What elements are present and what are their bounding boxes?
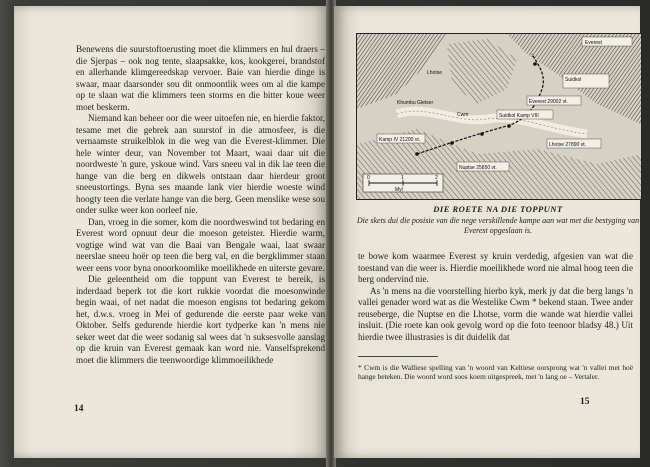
paragraph: Benewens die suurstoftoerusting moet die klimmers en hul draers – die Sjerpas – ook nog tente, slaapsakke, kos, kookgerei, brandstof en allerhande klimgereedskap vervoer. Baie van hierdie dinge is swaar, maar daarsonder sou dit onmoontlik wees om al die kampe op te slaan wat die klimmers teen storms en die bitter koue weer moet beskerm.: [76, 44, 325, 112]
route-map: [356, 33, 642, 200]
right-page: [334, 6, 640, 458]
map-label: Kamp IV 21200 vt.: [379, 137, 421, 143]
paragraph: Dan, vroeg in die somer, kom die noordweswind tot bedaring en Everest word opnuut deur die moeson geteister. Hierdie warm, vogtige wind wat van die Baai van Bengale waai, laat swaar neerslae sneeu hoër op teen die berg val, en die bergklimmer staan weer eens voor byna onoorkoomlike moeilikhede en uiterste gevare.: [76, 216, 325, 273]
left-page-text: [76, 44, 325, 366]
page-number: 15: [580, 397, 590, 407]
paragraph: Die geleentheid om die toppunt van Everest te bereik, is inderdaad beperk tot die kort rukkie voordat die moesonwinde begin waai, of net nadat die moeson engisns tot bedaring gekom het, d.w.s. vroeg in Mei of gedurende die eerste paar weke van Oktober. Selfs gedurende hierdie kort tydperke kan 'n mens nie seker weet dat die weer sodanig sal wees dat 'n suksesvolle aanslag op die kruin van Everest gemaak kan word nie. Vanselfsprekend moet die klimmers die teenwoordige klimmoeilikhede: [76, 274, 325, 365]
route-map-drawing: [357, 34, 641, 199]
map-scale-tick: 0: [367, 175, 370, 181]
map-label: Suidkol: [565, 77, 582, 83]
map-label: Nuptse 25850 vt.: [459, 165, 497, 171]
map-scale-label: Myl: [395, 187, 403, 193]
map-label: Lhotse: [427, 70, 443, 76]
map-label: Everest: [585, 40, 602, 46]
figure-caption: Die skets dui die posisie van die nege verskillende kampe aan wat met die bestyging van Everest opgeslaan is.: [356, 216, 640, 235]
paragraph: te bowe kom waarmee Everest sy kruin verdedig, afgesien van wat die toestand van die weer is. Hierdie moeilikhede word nie almal hoog teen die berg ondervind nie.: [358, 251, 633, 284]
left-page: [14, 6, 328, 458]
map-label: Cwm: [457, 112, 469, 118]
paragraph: Niemand kan beheer oor die weer uitoefen nie, en hierdie faktor, tesame met die gebrek aan suurstof in die atmosfeer, is die vernaamste struikelblok in die weg van die Everest-klimmer. Die hele winter deur, van November tot Maart, waai daar uit die noordweste 'n gure, yskoue wind. Vars sneeu val in dik lae teen die hange van die berg en dikwels ontstaan daar hierdeur groot sneeustortings. Byna ses maande lank vier hierdie woeste wind hoogty teen die verlate hange van die berg. Geen menslike wese sou onder sulke weer kon oorleef nie.: [76, 113, 325, 215]
right-page-text: [358, 251, 633, 343]
map-label: Everest 29002 vt.: [529, 99, 568, 105]
figure-title: DIE ROETE NA DIE TOPPUNT: [433, 204, 563, 214]
map-label: Lhotse 27890 vt.: [549, 142, 586, 148]
page-number: 14: [74, 404, 84, 414]
map-label: Suidkol Kamp VIII: [499, 113, 539, 119]
footnote-rule: [358, 356, 438, 357]
footnote: * Cwm is die Walliese spelling van 'n woord van Keltiese oorsprong wat 'n vallei met hoë hange beteken. Die woord word soos koem uitgespreek, met 'n lang oe – Vertaler.: [358, 363, 633, 382]
map-scale-tick: 2: [435, 175, 438, 181]
map-label: Khumbu Gletser: [397, 100, 434, 106]
map-scale-tick: 1: [401, 175, 404, 181]
paragraph: As 'n mens na die voorstelling hierbo kyk, merk jy dat die berg langs 'n vallei genader word wat as die Westelike Cwm * bekend staan. Twee ander reuseberge, die Nuptse en die Lhotse, vorm die wande wat hierdie vallei insluit. (Die roete kan ook gevolg word op die foto teenoor bladsy 48.) Uit hierdie twee illustrasies is dit duidelik dat: [358, 285, 633, 342]
